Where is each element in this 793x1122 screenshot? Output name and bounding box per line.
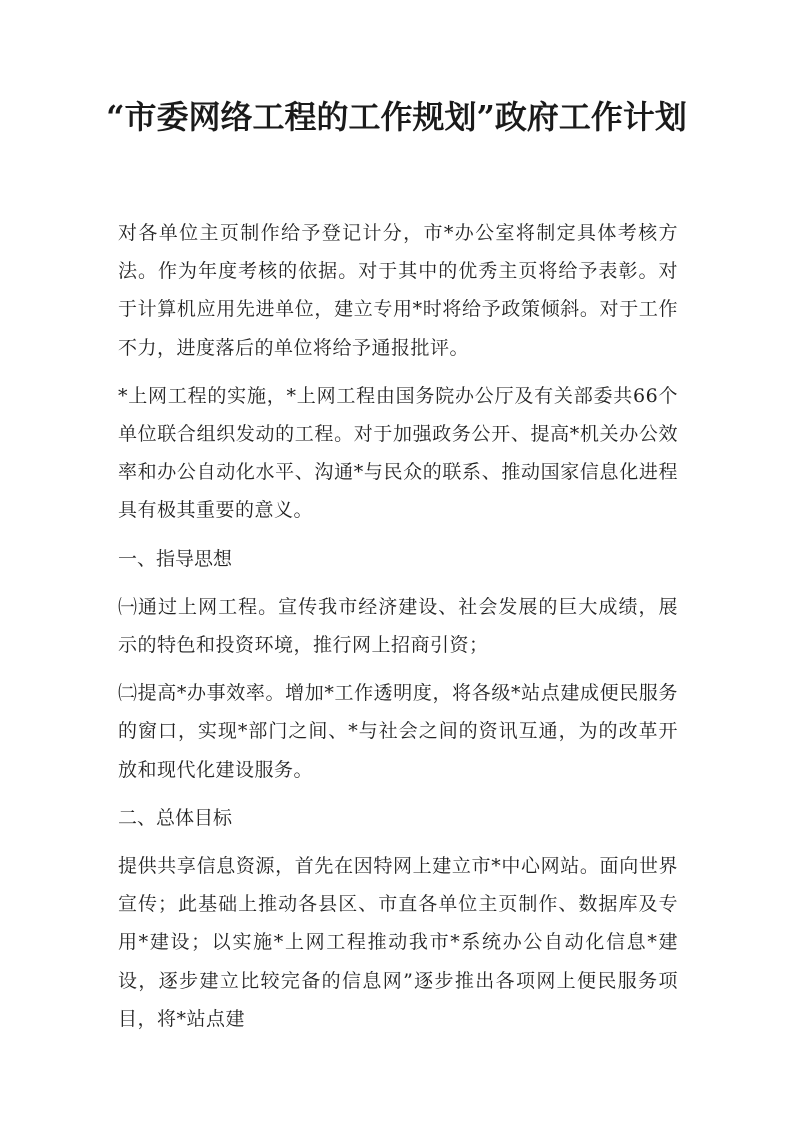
section-heading-overall-goal: 二、总体目标 — [118, 806, 233, 829]
paragraph-project-intro: *上网工程的实施，*上网工程由国务院办公厅及有关部委共66个单位联合组织发动的工程。对于加强政务公开、提高*机关办公效率和办公自动化水平、沟通*与民众的联系、推动国家信息化进程具有极其重要的意义。 — [118, 384, 678, 522]
paragraph-assessment: 对各单位主页制作给予登记计分，市*办公室将制定具体考核方法。作为年度考核的依据。对于其中的优秀主页将给予表彰。对于计算机应用先进单位，建立专用*时将给予政策倾斜。对于工作不力，进度落后的单位将给予通报批评。 — [118, 222, 678, 359]
paragraph-item-2: ㈡提高*办事效率。增加*工作透明度，将各级*站点建成便民服务的窗口，实现*部门之间、*与社会之间的资讯互通，为的改革开放和现代化建设服务。 — [118, 682, 678, 781]
paragraph-item-1: ㈠通过上网工程。宣传我市经济建设、社会发展的巨大成绩，展示的特色和投资环境，推行网上招商引资； — [118, 595, 678, 657]
document-body — [118, 214, 678, 1048]
section-heading-guiding-thought: 一、指导思想 — [118, 547, 233, 570]
paragraph-overall-goal: 提供共享信息资源，首先在因特网上建立市*中心网站。面向世界宣传；此基础上推动各县区、市直各单位主页制作、数据库及专用*建设；以实施*上网工程推动我市*系统办公自动化信息*建设，逐步建立比较完备的信息网”逐步推出各项网上便民服务项目，将*站点建 — [118, 855, 678, 1030]
document-title: “市委网络工程的工作规划”政府工作计划 — [106, 98, 687, 136]
